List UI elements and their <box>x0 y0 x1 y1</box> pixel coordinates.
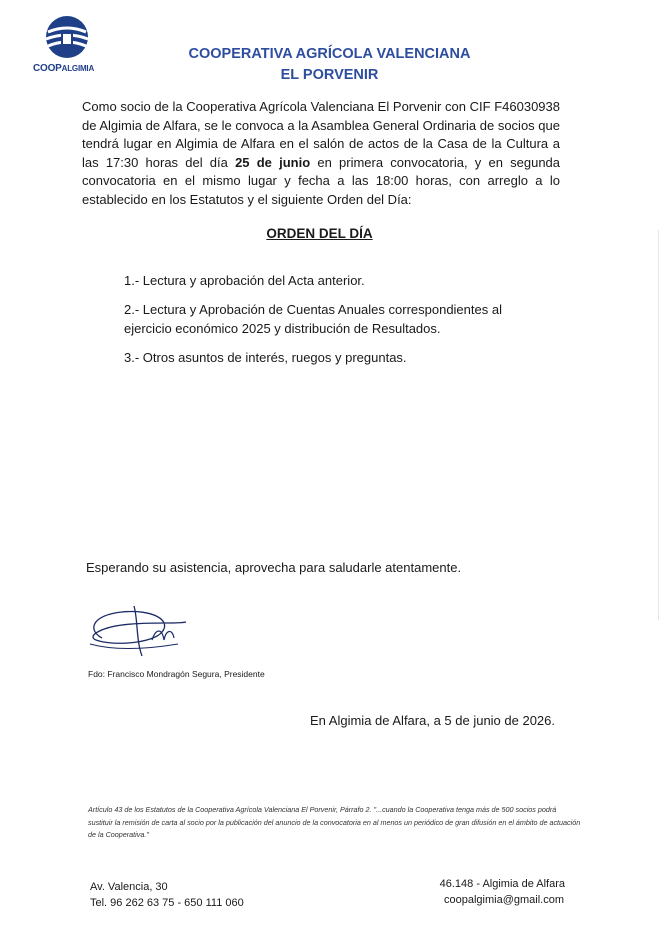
footer-city: 46.148 - Algimia de Alfara <box>439 878 565 890</box>
intro-text-after: en primera convocatoria, y en segunda convocatoria en el mismo lugar y fecha a las 18:00 horas, con arreglo a lo establecido en los Estatutos y el siguiente Orden del Día: <box>82 154 561 207</box>
signatory-line: Fdo: Francisco Mondragón Segura, Presidente <box>88 669 265 679</box>
footer-street: Av. Valencia, 30 <box>90 881 168 893</box>
intro-paragraph <box>82 98 560 209</box>
meeting-date: 25 de junio <box>235 154 311 170</box>
place-and-date: En Algimia de Alfara, a 5 de junio de 2026. <box>310 713 556 728</box>
intro-text-before: Como socio de la Cooperativa Agrícola Valenciana El Porvenir con CIF F46030938 de Algimia de Alfara, se le convoca a la Asamblea General Ordinaria de socios que tendrá lugar en Algimia de Alfara en el salón de actos de la Casa de la Cultura a las 17:30 horas del día <box>82 99 560 170</box>
title-line-2: EL PORVENIR <box>280 67 379 83</box>
agenda-heading: ORDEN DEL DÍA <box>266 226 373 241</box>
footer-email: coopalgimia@gmail.com <box>444 894 564 906</box>
logo-brand-sub: ALGIMIA <box>61 64 95 73</box>
handwritten-signature <box>82 600 194 664</box>
closing-text: Esperando su asistencia, aprovecha para saludarle atentamente. <box>86 560 462 575</box>
statute-footnote: Artículo 43 de los Estatutos de la Cooperativa Agrícola Valenciana El Porvenir, Párrafo 2. "...cuando la Cooperativa tenga más de 500 socios podrá sustituir la remisión de carta al socio por la publicación del anuncio de la convocatoria en al menos un periódico de gran difusión en el ámbito de actuación de la Cooperativa." <box>88 805 581 839</box>
title-line-1: COOPERATIVA AGRÍCOLA VALENCIANA <box>188 46 471 62</box>
agenda-item: 3.- Otros asuntos de interés, ruegos y preguntas. <box>124 350 407 365</box>
agenda-item: 1.- Lectura y aprobación del Acta anterior. <box>124 273 365 288</box>
page-title <box>0 44 659 86</box>
footer-phone: Tel. 96 262 63 75 - 650 111 060 <box>90 897 244 909</box>
logo-brand-main: COOP <box>33 63 62 74</box>
agenda-item: 2.- Lectura y Aprobación de Cuentas Anuales correspondientes al ejercicio económico 2025 y distribución de Resultados. <box>124 302 502 336</box>
